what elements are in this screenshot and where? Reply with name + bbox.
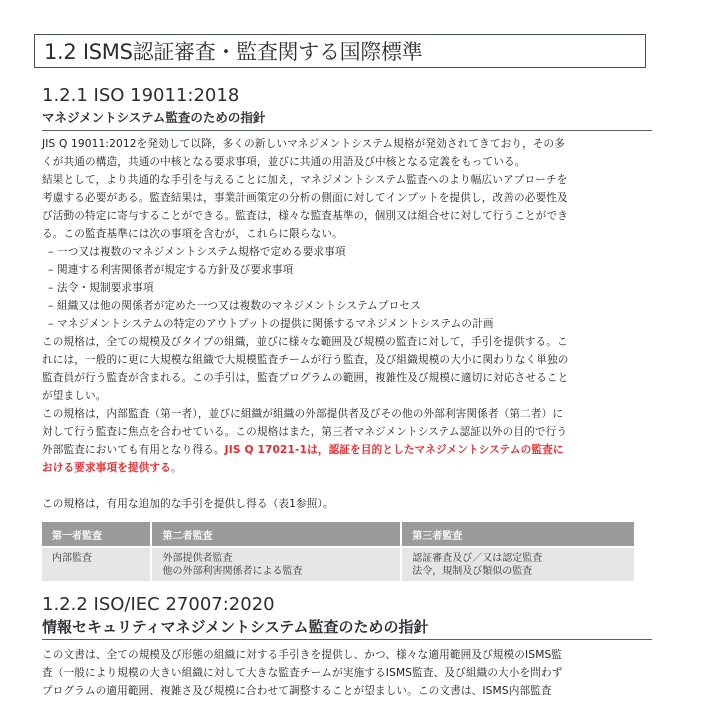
subsection-2-subtitle: 情報セキュリティマネジメントシステム監査のための指針	[42, 616, 652, 640]
criteria-list	[42, 243, 646, 333]
text-line: 結果として，より共通的な手引を与えることに加え，マネジメントシステム監査へのより幅広いアプローチを	[42, 174, 568, 186]
text-line: プログラムの適用範囲、複雑さ及び規模に合わせて調整することが望ましい。この文書は、ISMS内部監査	[42, 685, 552, 697]
text-line: JIS Q 19011:2012を発効して以降，多くの新しいマネジメントシステム規格が発効されてきており，その多	[42, 138, 566, 150]
text-line: 対して行う監査に焦点を合わせている。この規格はまた，第三者マネジメントシステム認証以外の目的で行う	[42, 426, 568, 438]
cell-line: 法令，規制及び類似の監査	[412, 566, 533, 577]
cell-line: 他の外部利害関係者による監査	[162, 566, 303, 577]
cell-line: 内部監査	[52, 553, 92, 564]
list-item: – 一つ又は複数のマネジメントシステム規格で定める要求事項	[48, 246, 346, 258]
text-line: 考慮する必要がある。監査結果は，事業計画策定の分析の側面に対してインプットを提供し，改善の必要性及	[42, 192, 568, 204]
text-line: この文書は、全ての規模及び形態の組織に対する手引きを提供し、かつ、様々な適用範囲及び規模のISMS監	[42, 649, 563, 661]
spacer	[42, 477, 646, 495]
subsection-2	[34, 594, 646, 700]
table-header-third-party: 第三者監査	[401, 522, 634, 547]
text-line: この規格は，有用な追加的な手引を提供し得る（表1参照）。	[42, 498, 334, 510]
text-line: この規格は，全ての規模及びタイプの組織，並びに様々な範囲及び規模の監査に対して，手引を提供する。こ	[42, 336, 568, 348]
table-cell	[151, 547, 401, 581]
audit-types-table	[42, 522, 634, 581]
text-line: が望ましい。	[42, 390, 107, 402]
document-page	[34, 34, 646, 700]
paragraph-scope	[42, 333, 646, 405]
list-item: – マネジメントシステムの特定のアウトプットの提供に関係するマネジメントシステムの計画	[48, 318, 494, 330]
text-plain: 。	[170, 462, 182, 474]
text-plain: 外部監査においても有用となり得る。	[42, 444, 225, 456]
text-line: この規格は，内部監査（第一者），並びに組織が組織の外部提供者及びその他の外部利害関係者（第二者）に	[42, 408, 564, 420]
text-line: 査（一般により規模の大きい組織に対して大きな監査チームが実施するISMS監査、及び組織の大小を問わず	[42, 667, 563, 679]
table-row	[42, 547, 634, 581]
section-title: 1.2 ISMS認証審査・監査関する国際標準	[44, 40, 423, 64]
subsection-2-body	[42, 646, 646, 700]
table-header-row	[42, 522, 634, 547]
cell-line: 外部提供者監査	[162, 553, 233, 564]
subsection-1-subtitle: マネジメントシステム監査のための指針	[42, 107, 652, 131]
cell-line: 認証審査及び／又は認定監査	[412, 553, 543, 564]
text-line: れには，一般的に更に大規模な組織で大規模監査チームが行う監査，及び組織規模の大小に関わりなく単独の	[42, 354, 569, 366]
table-header-first-party: 第一者監査	[42, 522, 151, 547]
table-intro	[42, 495, 646, 513]
paragraph-intro	[42, 646, 646, 700]
text-line: くが共通の構造，共通の中核となる要求事項，並びに共通の用語及び中核となる定義をもっている。	[42, 156, 526, 168]
highlighted-text: JIS Q 17021-1は，認証を目的としたマネジメントシステムの監査に	[224, 444, 564, 456]
subsection-2-heading: 1.2.2 ISO/IEC 27007:2020	[42, 594, 275, 615]
list-item: – 組織又は他の関係者が定めた一つ又は複数のマネジメントシステムプロセス	[48, 300, 421, 312]
text-line	[42, 459, 646, 477]
list-item: – 法令・規制要求事項	[48, 282, 154, 294]
list-item: – 関連する利害関係者が規定する方針及び要求事項	[48, 264, 294, 276]
highlighted-text: おける要求事項を提供する	[42, 462, 171, 474]
paragraph-focus	[42, 405, 646, 477]
table-cell	[42, 547, 151, 581]
subsection-1-heading: 1.2.1 ISO 19011:2018	[42, 85, 240, 106]
text-line	[42, 441, 646, 459]
subsection-1-body	[42, 135, 646, 513]
text-line: 監査員が行う監査が含まれる。この手引は，監査プログラムの範囲，複雑性及び規模に適切に対応させること	[42, 372, 569, 384]
table-header-second-party: 第二者監査	[151, 522, 401, 547]
section-title-box	[34, 34, 646, 68]
paragraph-intro	[42, 135, 646, 243]
table-cell	[401, 547, 634, 581]
text-line: る。この監査基準には次の事項を含むが，これらに限らない。	[42, 228, 343, 240]
text-line: び活動の特定に寄与することができる。監査は，様々な監査基準の，個別又は組合せに対して行うことができ	[42, 210, 569, 222]
